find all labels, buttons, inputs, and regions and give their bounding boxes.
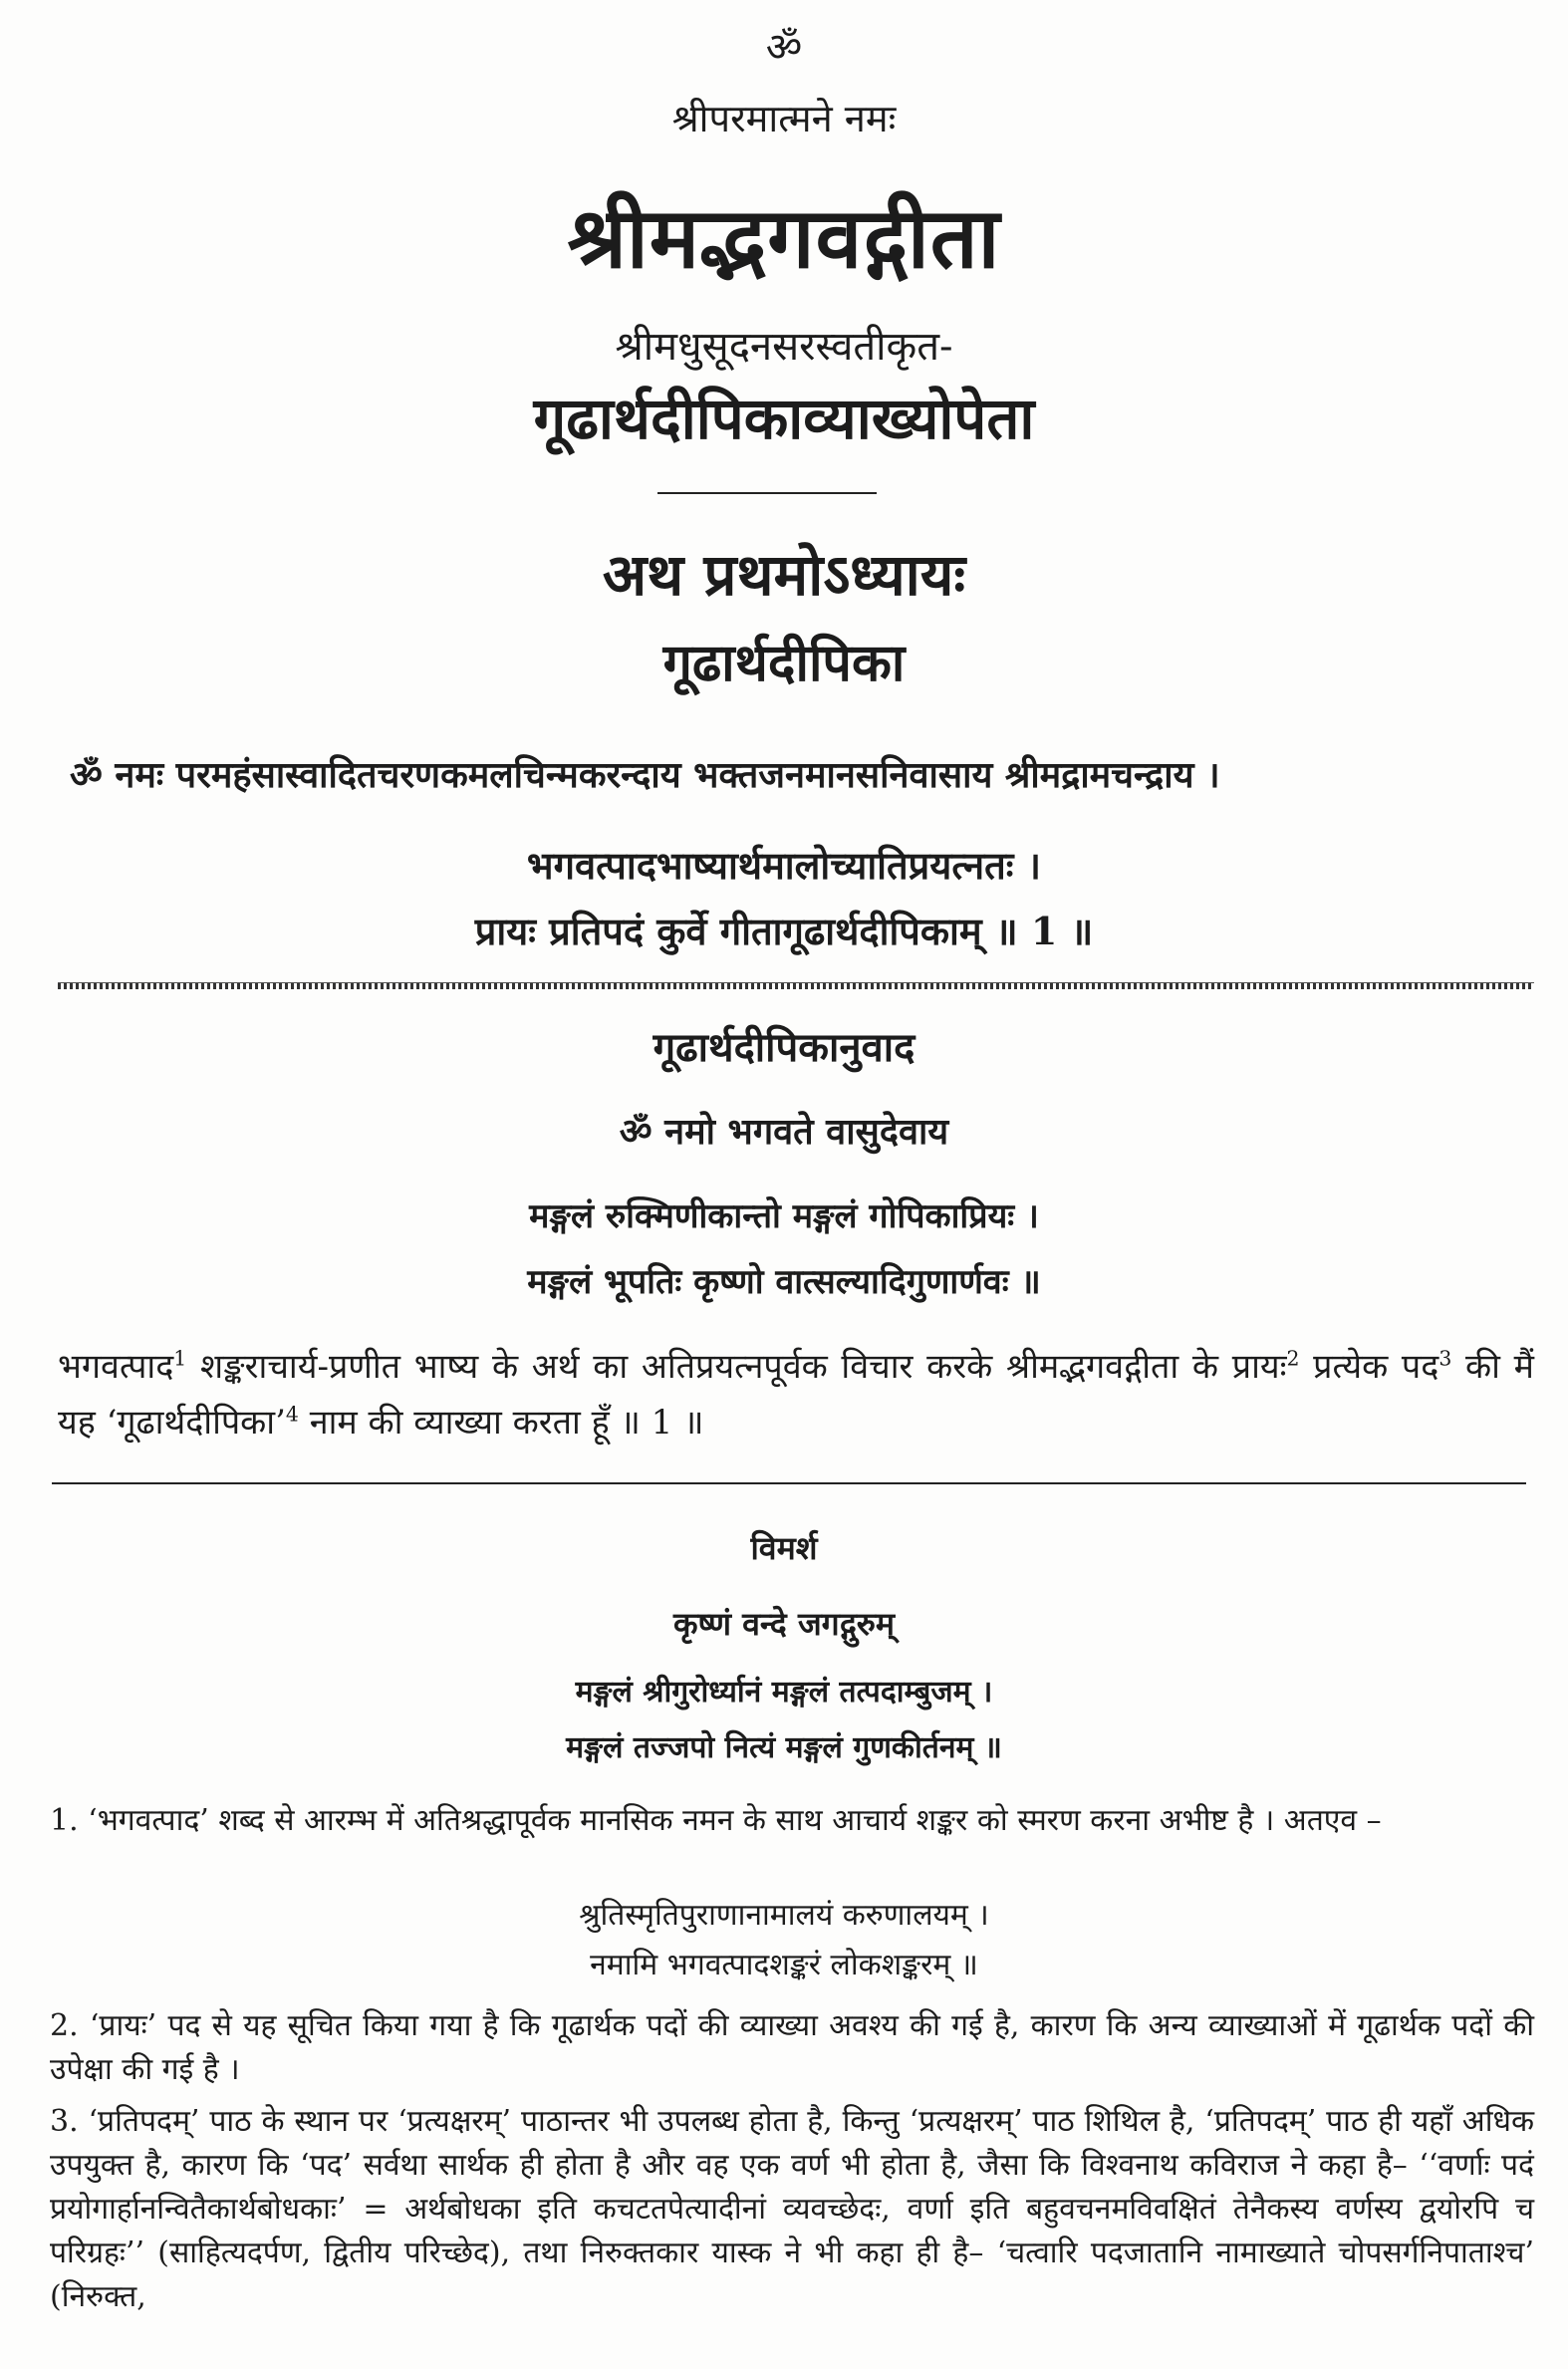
translation-paragraph: भगवत्पाद$^1$ शङ्कराचार्य-प्रणीत भाष्य के अर्थ का अतिप्रयत्नपूर्वक विचार करके श्रीमद्भगवद्गीता के प्रायः$^2$ प्रत्येक पद$^3$ की मैं यह ‘गूढार्थदीपिका’$^4$ नाम की व्याख्या करता हूँ ॥ 1 ॥: [58, 1346, 1534, 1443]
guru-mangal-line-2: मङ्गलं तज्जपो नित्यं मङ्गलं गुणकीर्तनम् ॥: [566, 1730, 1002, 1765]
title-divider: [657, 492, 877, 494]
krishna-line: कृष्णं वन्दे जगद्गुरुम्: [672, 1605, 896, 1643]
footnote-ref-1: 1: [173, 1346, 187, 1371]
vimarsh-heading: विमर्श: [750, 1529, 818, 1567]
namo-line: ॐ नमो भगवते वासुदेवाय: [619, 1111, 949, 1153]
footnote-1-verse-line-1: श्रुतिस्मृतिपुराणानामालयं करुणालयम् ।: [579, 1898, 989, 1933]
footnote-1: 1. ‘भगवत्पाद’ शब्द से आरम्भ में अतिश्रद्धापूर्वक मानसिक नमन के साथ आचार्य शङ्कर को स्मरण करना अभीष्ट है । अतएव –: [50, 1803, 1382, 1838]
sanskrit-verse-line-2: प्रायः प्रतिपदं कुर्वे गीतागूढार्थदीपिकाम् ॥ 1 ॥: [474, 909, 1094, 953]
mangal-verse-line-1: मङ्गलं रुक्मिणीकान्तो मङ्गलं गोपिकाप्रियः ।: [529, 1196, 1039, 1236]
om-symbol: ॐ: [765, 25, 803, 71]
footnote-2: 2. ‘प्रायः’ पद से यह सूचित किया गया है कि गूढार्थक पदों की व्याख्या अवश्य की गई है, कारण कि अन्य व्याख्याओं में गूढार्थक पदों की उपेक्षा की गई है ।: [50, 2008, 1534, 2087]
commentary-heading: गूढार्थदीपिका: [662, 633, 906, 693]
section-divider-wavy: [58, 982, 1534, 989]
guru-mangal-line-1: मङ्गलं श्रीगुरोर्ध्यानं मङ्गलं तत्पदाम्बुजम् ।: [575, 1675, 993, 1710]
translation-heading: गूढार्थदीपिकानुवाद: [653, 1024, 915, 1071]
mangal-verse-line-2: मङ्गलं भूपतिः कृष्णो वात्सल्यादिगुणार्णवः ॥: [527, 1262, 1041, 1302]
invocation-line: श्रीपरमात्मने नमः: [671, 97, 897, 140]
page-title: श्रीमद्भगवद्गीता: [567, 188, 1001, 287]
footnote-1-verse-line-2: नमामि भगवत्पादशङ्करं लोकशङ्करम् ॥: [590, 1948, 978, 1982]
sanskrit-verse-line-1: भगवत्पादभाष्यार्थमालोच्यातिप्रयत्नतः ।: [526, 843, 1042, 888]
footnote-3: 3. ‘प्रतिपदम्’ पाठ के स्थान पर ‘प्रत्यक्षरम्’ पाठान्तर भी उपलब्ध होता है, किन्तु ‘प्रत्यक्षरम्’ पाठ शिथिल है, ‘प्रतिपदम्’ पाठ ही यहाँ अधिक उपयुक्त है, कारण कि ‘पद’ सर्वथा सार्थक ही होता है और वह एक वर्ण भी होता है, जैसा कि विश्वनाथ कविराज ने कहा है– ‘‘वर्णाः पदं प्रयोगार्हानन्वितैकार्थबोधकाः’ = अर्थबोधका इति कचटतपेत्यादीनां व्यवच्छेदः, वर्णा इति बहुवचनमविवक्षितं तेनैकस्य वर्णस्य द्वयोरपि च परिग्रहः’’ (साहित्यदर्पण, द्वितीय परिच्छेद), तथा निरुक्तकार यास्क ने भी कहा ही है– ‘चत्वारि पदजातानि नामाख्याते चोपसर्गनिपाताश्च’ (निरुक्त,: [50, 2104, 1534, 2314]
section-divider: [52, 1482, 1526, 1484]
author-line: श्रीमधुसूदनसरस्वतीकृत-: [615, 324, 953, 370]
sanskrit-invocation: ॐ नमः परमहंसास्वादितचरणकमलचिन्मकरन्दाय भक्तजनमानसनिवासाय श्रीमद्रामचन्द्राय ।: [70, 754, 1220, 796]
chapter-title: अथ प्रथमोऽध्यायः: [602, 541, 966, 609]
commentary-title: गूढार्थदीपिकाव्याख्योपेता: [533, 385, 1035, 452]
footnote-ref-2: 2: [1286, 1346, 1300, 1371]
footnote-ref-4: 4: [285, 1402, 299, 1427]
footnote-ref-3: 3: [1438, 1346, 1452, 1371]
